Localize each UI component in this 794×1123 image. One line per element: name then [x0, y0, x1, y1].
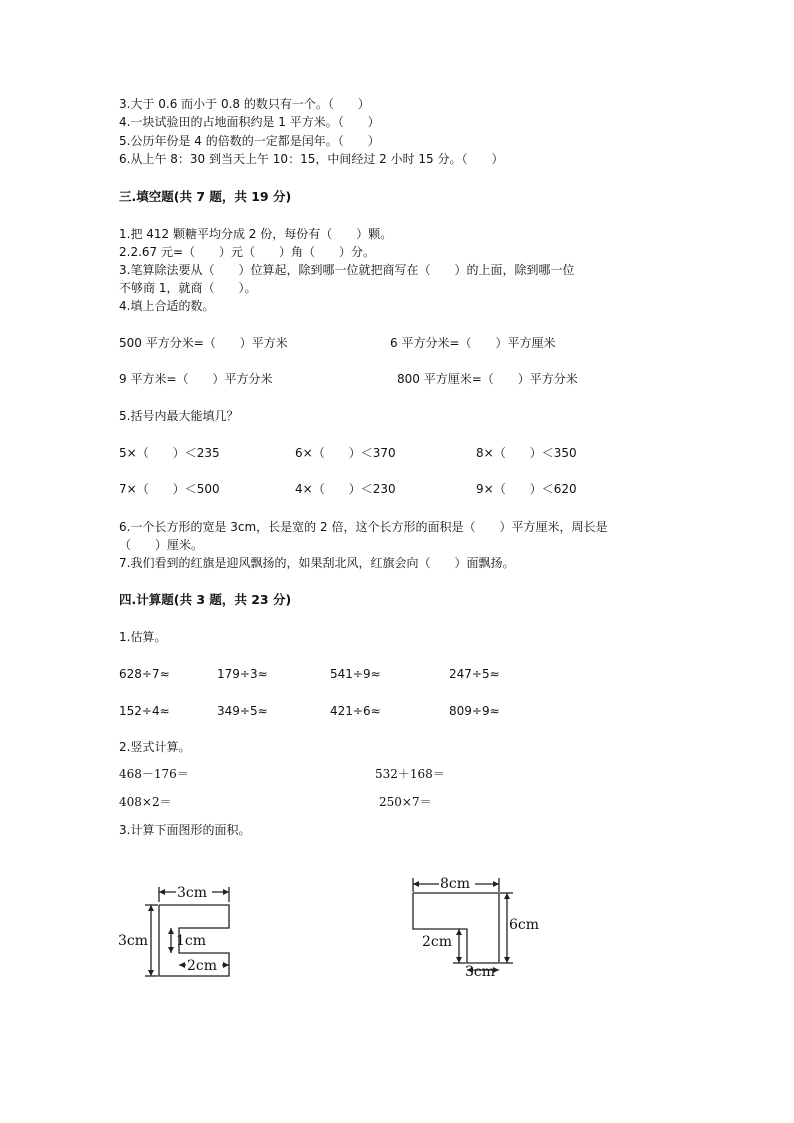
unit-conversion-item: 800 平方厘米=（ ）平方分米 — [397, 372, 578, 386]
estimate-item: 628÷7≈ — [119, 667, 170, 681]
fill-question-6-line1: 6.一个长方形的宽是 3cm，长是宽的 2 倍，这个长方形的面积是（ ）平方厘米，周长是 — [119, 520, 608, 534]
estimate-item: 809÷9≈ — [449, 704, 500, 718]
fill-question-7: 7.我们看到的红旗是迎风飘扬的，如果刮北风，红旗会向（ ）面飘扬。 — [119, 556, 515, 570]
figure-label: 3cm — [177, 885, 208, 901]
inequality-item: 9×（ ）＜620 — [476, 482, 577, 496]
figure-label: 2cm — [187, 958, 218, 974]
fill-question-3-line2: 不够商 1，就商（ ）。 — [119, 281, 257, 295]
judge-question-3: 3.大于 0.6 而小于 0.8 的数只有一个。（ ） — [119, 97, 370, 111]
fill-question-2: 2.2.67 元=（ ）元（ ）角（ ）分。 — [119, 245, 376, 259]
calc-question-2: 2.竖式计算。 — [119, 740, 191, 754]
vertical-calc-item: 468－176＝ — [119, 767, 189, 781]
vertical-calc-item: 532＋168＝ — [375, 767, 445, 781]
figure-outline — [413, 893, 499, 963]
estimate-item: 247÷5≈ — [449, 667, 500, 681]
unit-conversion-item: 9 平方米=（ ）平方分米 — [119, 372, 273, 386]
inequality-item: 6×（ ）＜370 — [295, 446, 396, 460]
vertical-calc-item: 250×7＝ — [379, 795, 432, 809]
figure-label: 8cm — [440, 876, 471, 892]
figure-e-shape — [118, 878, 248, 986]
fill-question-6-line2: （ ）厘米。 — [119, 538, 204, 552]
calc-question-1: 1.估算。 — [119, 630, 167, 644]
inequality-item: 5×（ ）＜235 — [119, 446, 220, 460]
inequality-item: 7×（ ）＜500 — [119, 482, 220, 496]
figure-label: 2cm — [422, 934, 453, 950]
calc-question-3: 3.计算下面图形的面积。 — [119, 823, 251, 837]
estimate-item: 541÷9≈ — [330, 667, 381, 681]
vertical-calc-item: 408×2＝ — [119, 795, 172, 809]
figure-label: 1cm — [176, 933, 207, 949]
section-heading-fill: 三.填空题(共 7 题，共 19 分) — [119, 189, 292, 204]
estimate-item: 349÷5≈ — [217, 704, 268, 718]
estimate-item: 421÷6≈ — [330, 704, 381, 718]
judge-question-5: 5.公历年份是 4 的倍数的一定都是闰年。（ ） — [119, 134, 380, 148]
section-heading-calc: 四.计算题(共 3 题，共 23 分) — [119, 592, 292, 607]
fill-question-3-line1: 3.笔算除法要从（ ）位算起，除到哪一位就把商写在（ ）的上面，除到哪一位 — [119, 263, 575, 277]
fill-question-1: 1.把 412 颗糖平均分成 2 份，每份有（ ）颗。 — [119, 227, 393, 241]
figure-label: 3cm — [118, 933, 149, 949]
figure-label: 3cm — [465, 964, 496, 980]
estimate-item: 152÷4≈ — [119, 704, 170, 718]
estimate-item: 179÷3≈ — [217, 667, 268, 681]
judge-question-6: 6.从上午 8：30 到当天上午 10：15，中间经过 2 小时 15 分。（ ） — [119, 152, 504, 166]
inequality-item: 4×（ ）＜230 — [295, 482, 396, 496]
unit-conversion-item: 6 平方分米=（ ）平方厘米 — [390, 336, 556, 350]
judge-question-4: 4.一块试验田的占地面积约是 1 平方米。（ ） — [119, 115, 380, 129]
fill-question-4: 4.填上合适的数。 — [119, 299, 215, 313]
figure-label: 6cm — [509, 917, 540, 933]
fill-question-5: 5.括号内最大能填几？ — [119, 409, 239, 423]
figure-l-shape — [408, 872, 548, 985]
unit-conversion-item: 500 平方分米=（ ）平方米 — [119, 336, 288, 350]
inequality-item: 8×（ ）＜350 — [476, 446, 577, 460]
